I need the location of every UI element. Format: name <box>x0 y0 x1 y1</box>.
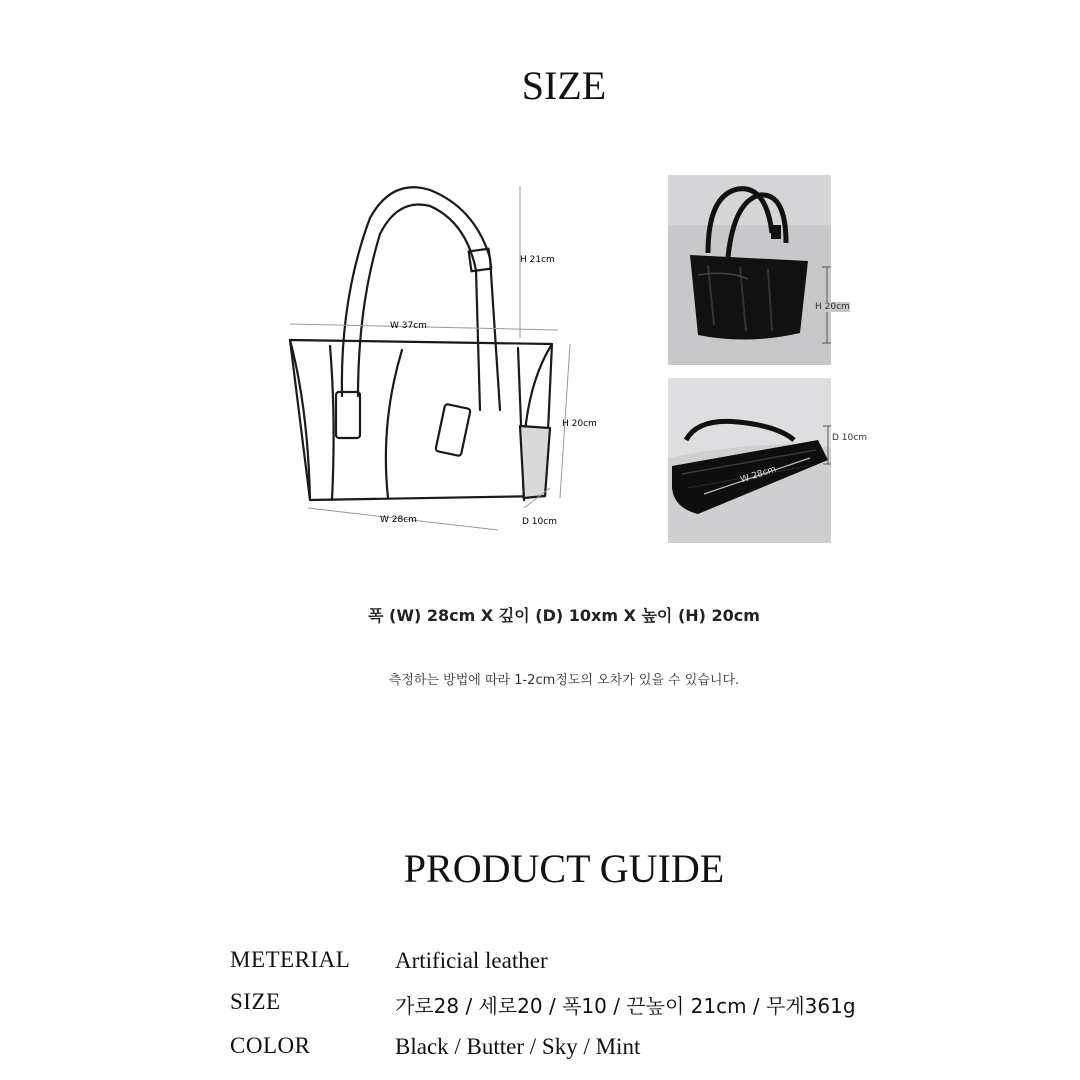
spec-key-size: SIZE <box>230 989 281 1014</box>
spec-key-material: METERIAL <box>230 947 351 972</box>
bag-size-sketch <box>280 178 600 538</box>
photo-top-height-label: H 20cm <box>815 302 850 312</box>
spec-value-size: 가로28 / 세로20 / 폭10 / 끈높이 21cm / 무게361g <box>395 994 856 1018</box>
sketch-label-depth: D 10cm <box>522 517 557 527</box>
spec-value-material: Artificial leather <box>395 948 548 973</box>
sketch-label-handle-height: H 21cm <box>520 255 555 265</box>
dimensions-summary: 폭 (W) 28cm X 깊이 (D) 10xm X 높이 (H) 20cm <box>368 606 760 625</box>
photo-bottom-depth-label: D 10cm <box>832 433 867 443</box>
spec-key-color: COLOR <box>230 1033 311 1058</box>
measurement-note: 측정하는 방법에 따라 1-2cm정도의 오차가 있을 수 있습니다. <box>388 673 740 688</box>
spec-value-color: Black / Butter / Sky / Mint <box>395 1034 641 1059</box>
product-guide-title: PRODUCT GUIDE <box>403 846 725 891</box>
sketch-label-top-width: W 37cm <box>390 321 427 331</box>
sketch-label-bottom-width: W 28cm <box>380 515 417 525</box>
photo-bottom-width-label: W 28cm <box>739 464 778 486</box>
sketch-label-height: H 20cm <box>562 419 597 429</box>
bag-front-photo <box>668 175 831 365</box>
size-section-title: SIZE <box>521 63 607 108</box>
bag-bottom-photo <box>668 378 831 543</box>
